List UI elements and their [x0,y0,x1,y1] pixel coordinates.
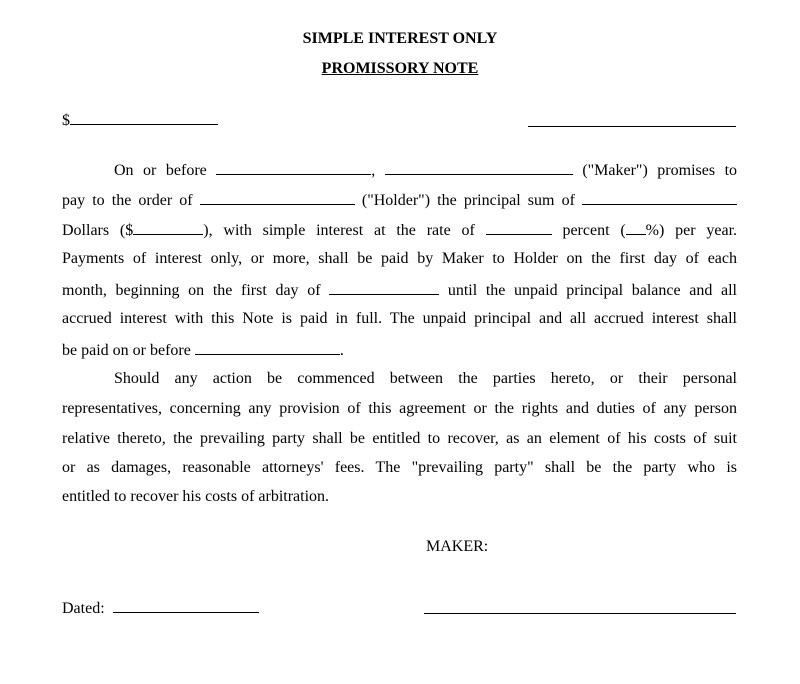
rate-number-field[interactable] [626,220,646,235]
paragraph-2-line-5: entitled to recover his costs of arbitration. [62,488,330,505]
text-percent: percent ( [562,222,626,239]
paragraph-1-line-5 [62,280,737,300]
dollars-amount-field[interactable] [133,220,203,235]
text-pay-to-order: pay to the order of [62,192,193,209]
first-payment-date-field[interactable] [329,280,439,295]
document-title: SIMPLE INTEREST ONLY [302,30,498,47]
amount-field[interactable] [70,110,218,125]
holder-name-field[interactable] [200,190,355,205]
amount-line [62,110,218,130]
text-per-year: %) per year. [645,222,738,239]
paragraph-2-line-1: Should any action be commenced between the parties hereto, or their personal [114,370,737,387]
maker-signature-field[interactable] [424,613,736,614]
text-month-beginning: month, beginning on the first day of [62,282,321,299]
text-be-paid-on: be paid on or before [62,342,191,359]
rate-words-field[interactable] [486,220,552,235]
date-field[interactable] [216,160,371,175]
text-on-or-before: On or before [114,162,207,179]
paragraph-1-line-7 [62,340,737,360]
paragraph-2-line-3: relative thereto, the prevailing party shall be entitled to recover, as an element of his costs of suit [62,430,737,447]
paragraph-1-line-6: accrued interest with this Note is paid in full. The unpaid principal and all accrued interest shall [62,310,737,327]
dated-field[interactable] [113,598,259,613]
paragraph-1-line-2 [62,190,737,210]
document-subtitle: PROMISSORY NOTE [321,60,479,77]
text-maker-promises: ("Maker") promises to [582,162,738,179]
place-date-field[interactable] [528,126,736,127]
dated-line [62,598,259,618]
period: . [339,342,344,359]
text-simple-interest: ), with simple interest at the rate of [203,222,475,239]
paragraph-1-line-3 [62,220,737,240]
paragraph-2-line-2: representatives, concerning any provision of this agreement or the rights and duties of any person [62,400,737,417]
dollar-sign: $ [62,112,70,129]
text-dollars: Dollars ($ [62,222,134,239]
text-holder-principal: ("Holder") the principal sum of [361,192,575,209]
maturity-date-field[interactable] [195,340,340,355]
maker-name-field[interactable] [385,160,573,175]
dated-label: Dated: [62,600,105,617]
text-until-unpaid: until the unpaid principal balance and all [447,282,738,299]
maker-label: MAKER: [426,538,489,555]
paragraph-1-line-4: Payments of interest only, or more, shall be paid by Maker to Holder on the first day of each [62,250,737,267]
comma: , [371,162,376,179]
paragraph-2-line-4: or as damages, reasonable attorneys' fees. The "prevailing party" shall be the party who is [62,459,737,476]
principal-sum-field[interactable] [582,190,737,205]
paragraph-1-line-1 [114,160,737,180]
